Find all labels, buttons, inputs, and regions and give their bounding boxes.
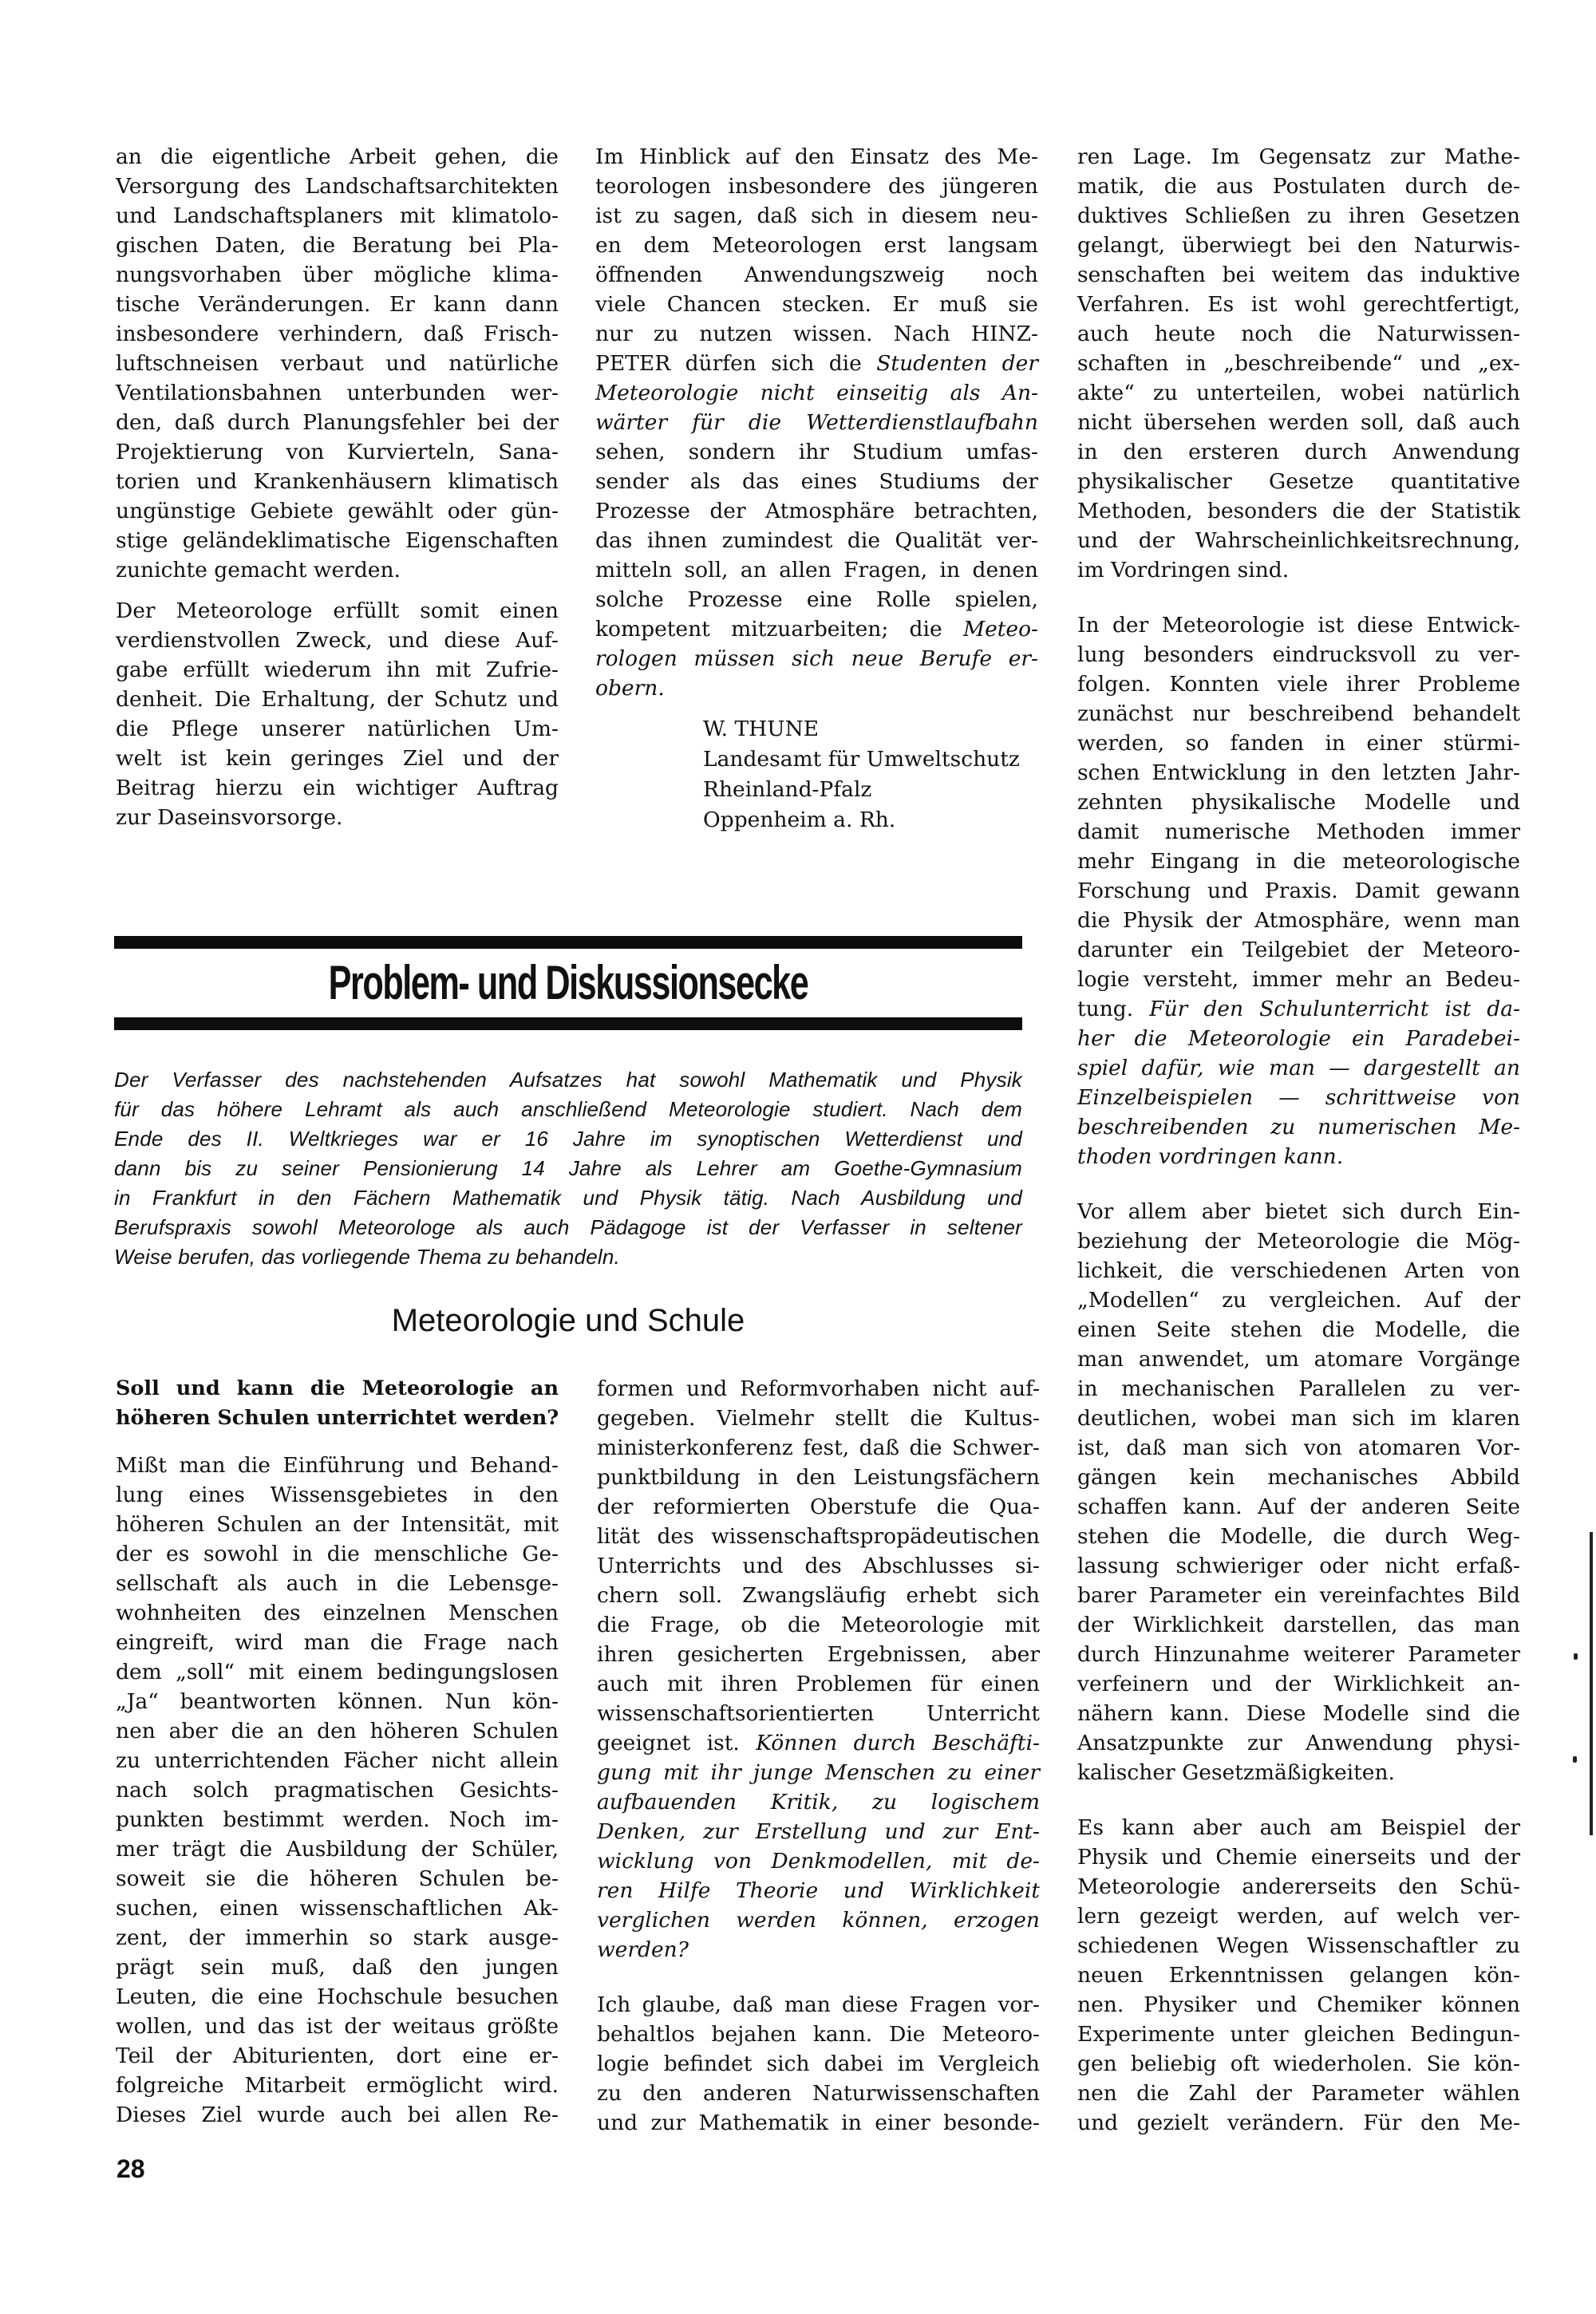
text-line: geeignet ist. Können durch Beschäfti- <box>597 1731 1040 1755</box>
text-line: Mißt man die Einführung und Behand- <box>116 1453 559 1478</box>
text-line: wohnheiten des einzelnen Menschen <box>116 1601 559 1625</box>
text-line: Meteorologie andererseits den Schü- <box>1077 1874 1520 1899</box>
paragraph <box>1077 610 1520 1171</box>
text-line: Forschung und Praxis. Damit gewann <box>1077 879 1520 903</box>
text-line: schiedenen Wegen Wissenschaftler zu <box>1077 1933 1520 1958</box>
text-line: folgreiche Mitarbeit ermöglicht wird. <box>116 2073 559 2098</box>
text-line: verdienstvollen Zweck, und diese Auf- <box>116 628 559 653</box>
prev-article-column-1 <box>116 142 559 843</box>
article-column-2 <box>597 1374 1040 2149</box>
text-line: die Pflege unserer natürlichen Um- <box>116 717 559 741</box>
text-line: beschreibenden zu numerischen Me- <box>1077 1115 1520 1139</box>
text-line: rologen müssen sich neue Berufe er- <box>595 646 1038 671</box>
text-line: schen Entwicklung in den letzten Jahr- <box>1077 760 1520 785</box>
text-line: ren Hilfe Theorie und Wirklichkeit <box>597 1878 1040 1903</box>
text-line: den, daß durch Planungsfehler bei der <box>116 410 559 435</box>
text-line: gängen kein mechanisches Abbild <box>1077 1465 1520 1490</box>
paragraph <box>597 1990 1040 2138</box>
text-line: welt ist kein geringes Ziel und der <box>116 746 559 771</box>
text-line: kompetent mitzuarbeiten; die Meteo- <box>595 617 1038 642</box>
text-line: ist, daß man sich von atomaren Vor- <box>1077 1435 1520 1460</box>
text-line: Der Verfasser des nachstehenden Aufsatzes hat sowohl Mathematik und Physik <box>114 1068 1022 1092</box>
text-line: ministerkonferenz fest, daß die Schwer- <box>597 1435 1040 1460</box>
text-line: formen und Reformvorhaben nicht auf- <box>597 1376 1040 1401</box>
text-line: gelangt, überwiegt bei den Naturwis- <box>1077 233 1520 258</box>
text-line: zehnten physikalische Modelle und <box>1077 790 1520 815</box>
prev-article-column-2 <box>595 142 1038 835</box>
text-line: suchen, einen wissenschaftlichen Ak- <box>116 1896 559 1921</box>
text-line: Der Meteorologe erfüllt somit einen <box>116 598 559 623</box>
text-line: Projektierung von Kurvierteln, Sana- <box>116 440 559 464</box>
text-line: soweit sie die höheren Schulen be- <box>116 1866 559 1891</box>
text-line: punkten bestimmt werden. Noch im- <box>116 1807 559 1832</box>
text-line: tische Veränderungen. Er kann dann <box>116 292 559 317</box>
scan-speck <box>1574 1653 1578 1660</box>
text-line: logie befindet sich dabei im Vergleich <box>597 2051 1040 2076</box>
text-line: duktives Schließen zu ihren Gesetzen <box>1077 203 1520 228</box>
text-line: In der Meteorologie ist diese Entwick- <box>1077 613 1520 638</box>
text-line: durch Hinzunahme weiterer Parameter <box>1077 1642 1520 1667</box>
text-line: tung. Für den Schulunterricht ist da- <box>1077 997 1520 1021</box>
section-title: Problem- und Diskussionsecke <box>328 956 808 1009</box>
paragraph <box>1077 1813 1520 2138</box>
text-line: nähern kann. Diese Modelle sind die <box>1077 1701 1520 1726</box>
text-line: neuen Erkenntnissen gelangen kön- <box>1077 1963 1520 1988</box>
text-line: sehen, sondern ihr Studium umfas- <box>595 440 1038 464</box>
text-line: Experimente unter gleichen Bedingun- <box>1077 2022 1520 2047</box>
author-state: Rheinland-Pfalz <box>703 777 872 802</box>
section-banner <box>114 936 1022 1030</box>
text-line: deutlichen, wobei man sich im klaren <box>1077 1406 1520 1431</box>
text-line: einen Seite stehen die Modelle, die <box>1077 1317 1520 1342</box>
text-line: ist zu sagen, daß sich in diesem neu- <box>595 203 1038 228</box>
text-line: Denken, zur Erstellung und zur Ent- <box>597 1819 1040 1844</box>
article-title: Meteorologie und Schule <box>391 1303 745 1338</box>
text-line: teorologen insbesondere des jüngeren <box>595 174 1038 199</box>
text-line: thoden vordringen kann. <box>1077 1144 1344 1169</box>
text-line: stehen die Modelle, die durch Weg- <box>1077 1524 1520 1549</box>
text-line: mer trägt die Ausbildung der Schüler, <box>116 1837 559 1862</box>
text-line: ungünstige Gebiete gewählt oder gün- <box>116 499 559 523</box>
scan-edge-line <box>1590 1532 1593 1835</box>
text-line: barer Parameter ein vereinfachtes Bild <box>1077 1583 1520 1608</box>
banner-top-rule <box>114 936 1022 949</box>
text-line: schaften in „beschreibende“ und „ex- <box>1077 351 1520 376</box>
text-line: gung mit ihr junge Menschen zu einer <box>597 1760 1040 1785</box>
text-line: punktbildung in den Leistungsfächern <box>597 1465 1040 1490</box>
text-line: matik, die aus Postulaten durch de- <box>1077 174 1520 199</box>
text-line: die Frage, ob die Meteorologie mit <box>597 1613 1040 1637</box>
text-line: nen. Physiker und Chemiker können <box>1077 1992 1520 2017</box>
text-line: höheren Schulen unterrichtet werden? <box>116 1406 559 1430</box>
scan-speck <box>1573 1756 1577 1763</box>
text-line: lität des wissenschaftspropädeutischen <box>597 1524 1040 1549</box>
paragraph <box>597 1374 1040 1965</box>
paragraph <box>595 142 1038 703</box>
text-line: in mechanischen Parallelen zu ver- <box>1077 1376 1520 1401</box>
text-line: das ihnen zumindest die Qualität ver- <box>595 528 1038 553</box>
text-line: darunter ein Teilgebiet der Meteoro- <box>1077 938 1520 962</box>
text-line: lichkeit, die verschiedenen Arten von <box>1077 1258 1520 1283</box>
text-line: auch mit ihren Problemen für einen <box>597 1672 1040 1696</box>
editorial-intro <box>114 1065 1022 1272</box>
text-line: Teil der Abiturienten, dort eine er- <box>116 2044 559 2068</box>
text-line: wicklung von Denkmodellen, mit de- <box>597 1849 1040 1874</box>
text-line: ren Lage. Im Gegensatz zur Mathe- <box>1077 144 1520 169</box>
text-line: PETER dürfen sich die Studenten der <box>595 351 1038 376</box>
text-line: zent, der immerhin so stark ausge- <box>116 1925 559 1950</box>
text-line: nungsvorhaben über mögliche klima- <box>116 263 559 287</box>
author-city: Oppenheim a. Rh. <box>703 808 896 832</box>
text-line: zu unterrichtenden Fächer nicht allein <box>116 1748 559 1773</box>
text-line: Unterrichts und des Abschlusses si- <box>597 1554 1040 1578</box>
text-line: nen aber die an den höheren Schulen <box>116 1719 559 1743</box>
text-line: lassung schwieriger oder nicht erfaß- <box>1077 1554 1520 1578</box>
text-line: logie versteht, immer mehr an Bedeu- <box>1077 967 1520 992</box>
text-line: Es kann aber auch am Beispiel der <box>1077 1815 1520 1840</box>
text-line: luftschneisen verbaut und natürliche <box>116 351 559 376</box>
text-line: denheit. Die Erhaltung, der Schutz und <box>116 687 559 712</box>
text-line: man anwendet, um atomare Vorgänge <box>1077 1347 1520 1372</box>
text-line: in Frankfurt in den Fächern Mathematik und Physik tätig. Nach Ausbildung und <box>114 1186 1022 1210</box>
text-line: lung eines Wissensgebietes in den <box>116 1483 559 1507</box>
text-line: spiel dafür, wie man — dargestellt an <box>1077 1056 1520 1080</box>
text-line: nen die Zahl der Parameter wählen <box>1077 2081 1520 2106</box>
text-line: in den ersteren durch Anwendung <box>1077 440 1520 464</box>
author-institution: Landesamt für Umweltschutz <box>703 747 1020 772</box>
text-line: werden? <box>597 1937 689 1962</box>
text-line: höheren Schulen an der Intensität, mit <box>116 1512 559 1537</box>
text-line: lung besonders eindrucksvoll zu ver- <box>1077 642 1520 667</box>
text-line: für das höhere Lehramt als auch anschließend Meteorologie studiert. Nach dem <box>114 1097 1022 1121</box>
text-line: der es sowohl in die menschliche Ge- <box>116 1542 559 1566</box>
text-line: Verfahren. Es ist wohl gerechtfertigt, <box>1077 292 1520 317</box>
text-line: sellschaft als auch in die Lebensge- <box>116 1571 559 1596</box>
text-line: verglichen werden können, erzogen <box>597 1908 1040 1933</box>
text-line: Meteorologie nicht einseitig als An- <box>595 381 1038 405</box>
text-line: werden, so fanden in einer stürmi- <box>1077 731 1520 756</box>
text-line: dann bis zu seiner Pensionierung 14 Jahre als Lehrer am Goethe-Gymnasium <box>114 1156 1022 1180</box>
text-line: beziehung der Meteorologie die Mög- <box>1077 1229 1520 1254</box>
text-line: zu den anderen Naturwissenschaften <box>597 2081 1040 2106</box>
text-line: gen beliebig oft wiederholen. Sie kön- <box>1077 2051 1520 2076</box>
text-line: her die Meteorologie ein Paradebei- <box>1077 1026 1520 1051</box>
text-line: der Wirklichkeit darstellen, das man <box>1077 1613 1520 1637</box>
text-line: Methoden, besonders die der Statistik <box>1077 499 1520 523</box>
text-line: nur zu nutzen wissen. Nach HINZ- <box>595 322 1038 346</box>
paragraph <box>1077 142 1520 585</box>
text-line: lern gezeigt werden, auf welch ver- <box>1077 1904 1520 1929</box>
text-line: auch heute noch die Naturwissen- <box>1077 322 1520 346</box>
text-line: mitteln soll, an allen Fragen, in denen <box>595 558 1038 582</box>
text-line: Prozesse der Atmosphäre betrachten, <box>595 499 1038 523</box>
text-line: folgen. Konnten viele ihrer Probleme <box>1077 672 1520 697</box>
text-line: dem „soll“ mit einem bedingungslosen <box>116 1660 559 1684</box>
text-line: Berufspraxis sowohl Meteorologe als auch Pädagoge ist der Verfasser in seltener <box>114 1215 1022 1239</box>
text-line: und Landschaftsplaners mit klimatolo- <box>116 203 559 228</box>
text-line: Soll und kann die Meteorologie an <box>116 1376 559 1400</box>
text-line: schaffen kann. Auf der anderen Seite <box>1077 1495 1520 1519</box>
text-line: prägt sein muß, daß den jungen <box>116 1955 559 1980</box>
text-line: zur Daseinsvorsorge. <box>116 805 343 830</box>
text-line: im Vordringen sind. <box>1077 558 1290 582</box>
text-line: wissenschaftsorientierten Unterricht <box>597 1701 1040 1726</box>
text-line: wollen, und das ist der weitaus größte <box>116 2014 559 2039</box>
text-line: und gezielt verändern. Für den Me- <box>1077 2111 1520 2135</box>
paragraph <box>116 142 559 585</box>
text-line: die Physik der Atmosphäre, wenn man <box>1077 908 1520 933</box>
text-line: eingreift, wird man die Frage nach <box>116 1630 559 1655</box>
text-line: damit numerische Methoden immer <box>1077 819 1520 844</box>
text-line: gabe erfüllt wiederum ihn mit Zufrie- <box>116 657 559 682</box>
text-line: wärter für die Wetterdienstlaufbahn <box>595 410 1038 435</box>
text-line: verfeinern und der Wirklichkeit an- <box>1077 1672 1520 1696</box>
text-line: behaltlos bejahen kann. Die Meteoro- <box>597 2022 1040 2047</box>
text-line: Einzelbeispielen — schrittweise von <box>1077 1085 1520 1110</box>
text-line: chern soll. Zwangsläufig erhebt sich <box>597 1583 1040 1608</box>
text-line: Ich glaube, daß man diese Fragen vor- <box>597 1992 1040 2017</box>
article-subheading <box>116 1374 559 1433</box>
text-line: Im Hinblick auf den Einsatz des Me- <box>595 144 1038 169</box>
text-line: obern. <box>595 676 665 701</box>
paragraph <box>1077 1197 1520 1787</box>
text-line: nicht übersehen werden soll, daß auch <box>1077 410 1520 435</box>
text-line: und der Wahrscheinlichkeitsrechnung, <box>1077 528 1520 553</box>
text-line: physikalischer Gesetze quantitative <box>1077 469 1520 494</box>
text-line: Versorgung des Landschaftsarchitekten <box>116 174 559 199</box>
text-line: ihren gesicherten Ergebnissen, aber <box>597 1642 1040 1667</box>
banner-bottom-rule <box>114 1017 1022 1030</box>
text-line: insbesondere verhindern, daß Frisch- <box>116 322 559 346</box>
text-line: sender als das eines Studiums der <box>595 469 1038 494</box>
text-line: solche Prozesse eine Rolle spielen, <box>595 587 1038 612</box>
text-line: Ansatzpunkte zur Anwendung physi- <box>1077 1731 1520 1755</box>
text-line: senschaften bei weitem das induktive <box>1077 263 1520 287</box>
author-name: W. THUNE <box>703 717 820 741</box>
text-line: gischen Daten, die Beratung bei Pla- <box>116 233 559 258</box>
paragraph <box>116 596 559 832</box>
text-line: und zur Mathematik in einer besonde- <box>597 2111 1040 2135</box>
text-line: der reformierten Oberstufe die Qua- <box>597 1495 1040 1519</box>
text-line: „Modellen“ zu vergleichen. Auf der <box>1077 1288 1520 1313</box>
article-column-1 <box>116 1374 559 2141</box>
text-line: stige geländeklimatische Eigenschaften <box>116 528 559 553</box>
text-line: nach solch pragmatischen Gesichts- <box>116 1778 559 1803</box>
article-column-3 <box>1077 142 1520 2149</box>
text-line: akte“ zu unterteilen, wobei natürlich <box>1077 381 1520 405</box>
text-line: torien und Krankenhäusern klimatisch <box>116 469 559 494</box>
text-line: Vor allem aber bietet sich durch Ein- <box>1077 1199 1520 1224</box>
text-line: öffnenden Anwendungszweig noch <box>595 263 1038 287</box>
text-line: gegeben. Vielmehr stellt die Kultus- <box>597 1406 1040 1431</box>
text-line: „Ja“ beantworten können. Nun kön- <box>116 1689 559 1714</box>
text-line: aufbauenden Kritik, zu logischem <box>597 1790 1040 1814</box>
text-line: Ende des II. Weltkrieges war er 16 Jahre im synoptischen Wetterdienst und <box>114 1127 1022 1151</box>
text-line: an die eigentliche Arbeit gehen, die <box>116 144 559 169</box>
text-line: zunächst nur beschreibend behandelt <box>1077 701 1520 726</box>
text-line: Weise berufen, das vorliegende Thema zu behandeln. <box>114 1245 620 1269</box>
text-line: Ventilationsbahnen unterbunden wer- <box>116 381 559 405</box>
text-line: Leuten, die eine Hochschule besuchen <box>116 1984 559 2009</box>
text-line: zunichte gemacht werden. <box>116 558 401 582</box>
page-number: 28 <box>117 2154 145 2183</box>
text-line: en dem Meteorologen erst langsam <box>595 233 1038 258</box>
text-line: mehr Eingang in die meteorologische <box>1077 849 1520 874</box>
text-line: kalischer Gesetzmäßigkeiten. <box>1077 1760 1395 1785</box>
text-line: Physik und Chemie einerseits und der <box>1077 1845 1520 1870</box>
text-line: Dieses Ziel wurde auch bei allen Re- <box>116 2103 559 2127</box>
author-signature <box>595 714 1038 835</box>
text-line: viele Chancen stecken. Er muß sie <box>595 292 1038 317</box>
paragraph <box>116 1451 559 2130</box>
text-line: Beitrag hierzu ein wichtiger Auftrag <box>116 776 559 800</box>
